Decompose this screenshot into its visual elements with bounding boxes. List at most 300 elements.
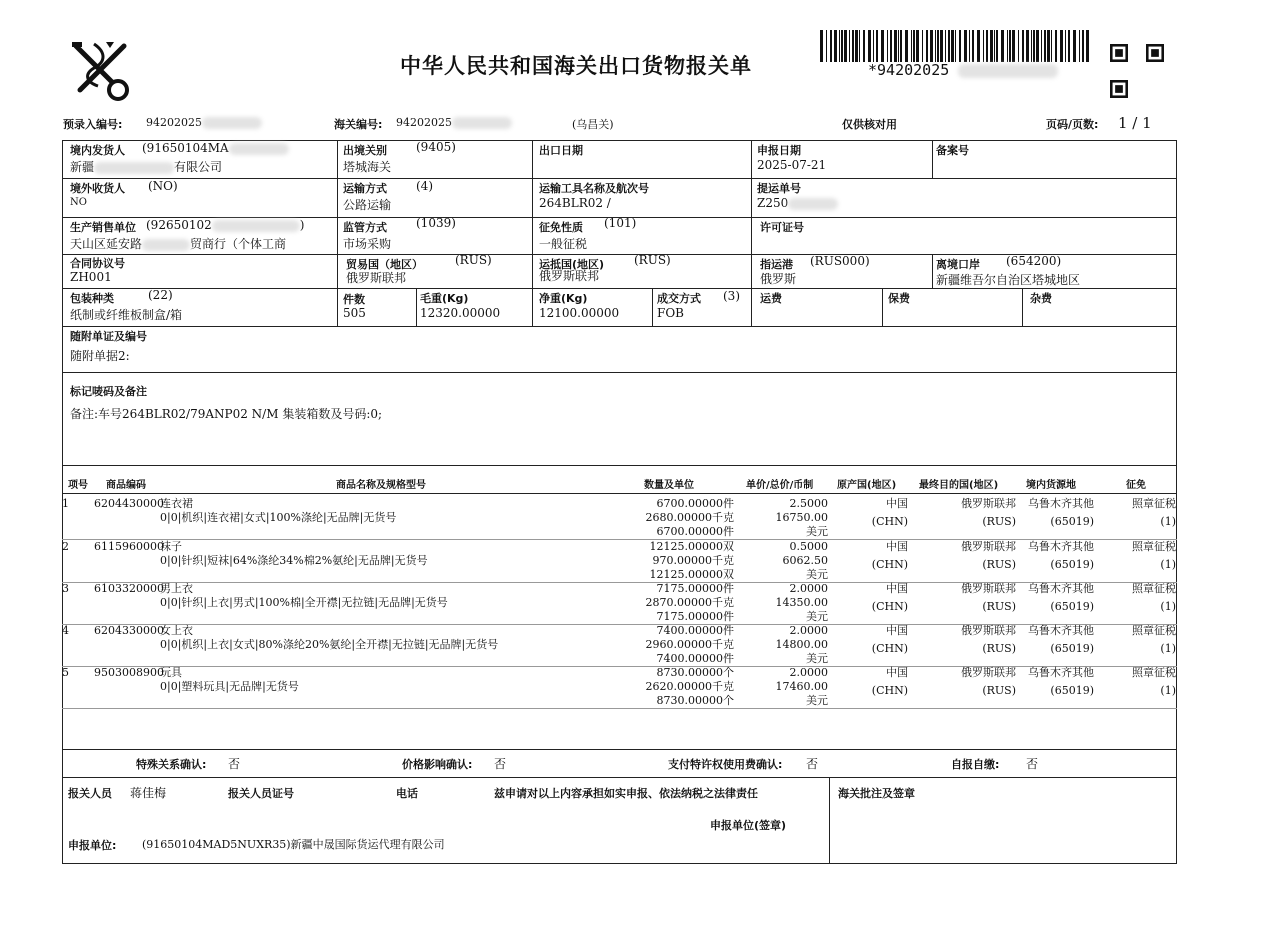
table-row: [62, 540, 1177, 582]
qr-finder: [1151, 49, 1159, 57]
item-no: 3: [62, 582, 69, 595]
item-name: 连衣裙: [160, 497, 193, 510]
border: [62, 777, 1177, 778]
border: [62, 372, 1177, 373]
self-pay-label: 自报自缴:: [951, 758, 1000, 771]
exit-point-value: 新疆维吾尔自治区塔城地区: [936, 273, 1081, 287]
item-spec: 0|0|针织|短袜|64%涤纶34%棉2%氨纶|无品牌|无货号: [160, 554, 428, 567]
exit-port-code: (9405): [416, 140, 456, 154]
border: [62, 326, 1177, 327]
item-qty-1: 8730.00000个: [656, 666, 734, 679]
barcode-bar: [935, 30, 936, 62]
barcode-bar: [1055, 30, 1057, 62]
customs-no-value: [396, 116, 512, 129]
special-relation-label: 特殊关系确认:: [136, 758, 207, 771]
misc-label: 杂费: [1030, 292, 1052, 305]
item-code: 6115960000: [94, 540, 164, 553]
tax-nature-label: 征免性质: [539, 221, 583, 234]
item-total-price: 14350.00: [775, 596, 828, 609]
item-qty-3: 6700.00000件: [656, 525, 734, 538]
barcode-number-text: *94202025: [868, 61, 950, 79]
exit-point-label: 离境口岸: [936, 258, 980, 271]
contract-value: ZH001: [70, 270, 112, 284]
license-label: 许可证号: [760, 221, 804, 234]
barcode-bar: [1047, 30, 1050, 62]
barcode-bar: [849, 30, 850, 62]
declarant-cert-label: 报关人员证号: [228, 787, 294, 800]
table-row: [62, 497, 1177, 539]
dest-port-code: (RUS000): [810, 254, 870, 268]
barcode-bar: [990, 30, 993, 62]
barcode-bar: [820, 30, 823, 62]
barcode-bar: [1051, 30, 1052, 62]
item-origin: 中国: [886, 582, 908, 595]
transport-mode-label: 运输方式: [343, 182, 387, 195]
border: [1022, 288, 1023, 326]
col-header-dest: 最终目的国(地区): [919, 480, 999, 491]
border: [62, 465, 1177, 466]
item-dest-code: (RUS): [982, 600, 1016, 613]
border: [62, 288, 1177, 289]
customs-approval-label: 海关批注及签章: [838, 787, 915, 800]
domestic-shipper-code: [142, 141, 289, 155]
qr-finder: [1115, 49, 1123, 57]
supervision-code: (1039): [416, 216, 456, 230]
border: [882, 288, 883, 326]
item-total-price: 17460.00: [775, 680, 828, 693]
barcode-bar: [916, 30, 919, 62]
item-unit-price: 2.0000: [789, 666, 828, 679]
item-spec: 0|0|塑料玩具|无品牌|无货号: [160, 680, 299, 693]
barcode-bar: [855, 30, 858, 62]
item-no: 2: [62, 540, 69, 553]
net-label: 净重(Kg): [539, 292, 588, 305]
bill-no-value: [757, 196, 838, 210]
barcode-bar: [1009, 30, 1011, 62]
royalty-value: 否: [806, 757, 819, 771]
item-qty-1: 7400.00000件: [656, 624, 734, 637]
border: [62, 493, 1177, 494]
pre-entry-label: 预录入编号:: [63, 118, 123, 131]
supervision-label: 监管方式: [343, 221, 387, 234]
dest-port-label: 指运港: [760, 258, 793, 271]
item-exempt-code: (1): [1160, 642, 1176, 655]
declaring-unit-value: (91650104MAD5NUXR35)新疆中晟国际货运代理有限公司: [142, 838, 445, 851]
qr-finder: [1115, 85, 1123, 93]
border: [62, 863, 1177, 864]
export-date-label: 出口日期: [539, 144, 583, 157]
deal-code: (3): [723, 289, 740, 303]
item-source-code: (65019): [1050, 642, 1094, 655]
redaction: [452, 117, 512, 129]
barcode-bar: [959, 30, 961, 62]
barcode-bar: [913, 30, 915, 62]
item-dest: 俄罗斯联邦: [961, 666, 1016, 679]
item-name: 玩具: [160, 666, 182, 679]
barcode-bar: [1018, 30, 1019, 62]
item-qty-2: 2960.00000千克: [645, 638, 734, 651]
item-source-code: (65019): [1050, 558, 1094, 571]
pre-entry-value: [146, 116, 262, 129]
col-header-source: 境内货源地: [1026, 480, 1076, 491]
exit-port-value: 塔城海关: [343, 160, 392, 174]
item-qty-1: 12125.00000双: [649, 540, 734, 553]
barcode-bar: [826, 30, 827, 62]
overseas-consignee-label: 境外收货人: [70, 182, 125, 195]
table-row: [62, 582, 1177, 624]
barcode-bar: [969, 30, 970, 62]
barcode-bar: [983, 30, 984, 62]
border: [932, 140, 933, 178]
package-code: (22): [148, 288, 173, 302]
item-source: 乌鲁木齐其他: [1028, 624, 1094, 637]
price-effect-value: 否: [494, 757, 507, 771]
item-spec: 0|0|机织|连衣裙|女式|100%涤纶|无品牌|无货号: [160, 511, 397, 524]
barcode-bar: [873, 30, 874, 62]
barcode-bar: [972, 30, 974, 62]
page-title: 中华人民共和国海关出口货物报关单: [400, 54, 752, 78]
barcode-bar: [844, 30, 847, 62]
item-spec: 0|0|针织|上衣|男式|100%棉|全开襟|无拉链|无品牌|无货号: [160, 596, 448, 609]
barcode-bar: [1007, 30, 1008, 62]
barcode-bar: [852, 30, 854, 62]
royalty-label: 支付特许权使用费确认:: [668, 758, 783, 771]
col-header-name: 商品名称及规格型号: [336, 480, 426, 491]
special-relation-value: 否: [228, 757, 241, 771]
trade-country-label: 贸易国（地区）: [346, 258, 423, 271]
producer-code-a: (92650102: [146, 218, 212, 232]
freight-label: 运费: [760, 292, 782, 305]
item-qty-3: 8730.00000个: [656, 694, 734, 707]
item-dest: 俄罗斯联邦: [961, 582, 1016, 595]
pieces-label: 件数: [343, 293, 365, 306]
producer-value-b: 贸商行（个体工商: [190, 237, 287, 251]
item-exempt-code: (1): [1160, 684, 1176, 697]
conveyance-label: 运输工具名称及航次号: [539, 182, 649, 195]
gross-value: 12320.00000: [420, 306, 501, 320]
customs-no-text: 94202025: [396, 116, 452, 129]
conveyance-value: 264BLR02 /: [539, 196, 611, 210]
item-exempt-code: (1): [1160, 558, 1176, 571]
barcode-bar: [926, 30, 928, 62]
barcode-bar: [1073, 30, 1076, 62]
item-qty-2: 970.00000千克: [652, 554, 734, 567]
item-qty-2: 2620.00000千克: [645, 680, 734, 693]
dest-country-label: 运抵国(地区): [539, 258, 605, 271]
barcode-bar: [1082, 30, 1084, 62]
declarant-value: 蒋佳梅: [130, 786, 167, 800]
check-only-label: 仅供核对用: [842, 118, 897, 131]
col-header-no: 项号: [68, 480, 88, 491]
pieces-value: 505: [343, 306, 366, 320]
item-unit-price: 2.0000: [789, 624, 828, 637]
border: [932, 254, 933, 288]
producer-code-b: ): [299, 218, 305, 232]
barcode-bar: [876, 30, 878, 62]
overseas-consignee-value: NO: [70, 197, 87, 208]
tax-nature-code: (101): [604, 216, 637, 230]
item-qty-1: 6700.00000件: [656, 497, 734, 510]
transport-mode-code: (4): [416, 179, 433, 193]
trade-country-code: (RUS): [455, 253, 492, 267]
barcode-bar: [890, 30, 892, 62]
col-header-exempt: 征免: [1126, 480, 1146, 491]
barcode-bar: [839, 30, 840, 62]
self-pay-value: 否: [1026, 757, 1039, 771]
item-currency: 美元: [806, 652, 828, 665]
item-dest-code: (RUS): [982, 558, 1016, 571]
producer-value-a: 天山区延安路: [70, 237, 143, 251]
deal-value: FOB: [657, 306, 684, 320]
trade-country-value: 俄罗斯联邦: [346, 271, 407, 285]
item-dest: 俄罗斯联邦: [961, 624, 1016, 637]
barcode-bar: [1033, 30, 1035, 62]
page-label: 页码/页数:: [1046, 118, 1099, 131]
item-currency: 美元: [806, 568, 828, 581]
barcode-bar: [905, 30, 908, 62]
item-no: 4: [62, 624, 69, 637]
item-exempt-code: (1): [1160, 600, 1176, 613]
barcode-bar: [1022, 30, 1024, 62]
dest-country-value: 俄罗斯联邦: [539, 269, 600, 283]
item-source: 乌鲁木齐其他: [1028, 666, 1094, 679]
row-divider: [62, 708, 1177, 709]
domestic-shipper-name-b: 有限公司: [174, 160, 223, 174]
barcode-bar: [977, 30, 980, 62]
supervision-value: 市场采购: [343, 237, 392, 251]
barcode-bar: [900, 30, 902, 62]
border: [652, 288, 653, 326]
item-spec: 0|0|机织|上衣|女式|80%涤纶20%氨纶|全开襟|无拉链|无品牌|无货号: [160, 638, 499, 651]
barcode-bar: [948, 30, 950, 62]
item-currency: 美元: [806, 694, 828, 707]
tax-nature-value: 一般征税: [539, 237, 588, 251]
barcode-bar: [964, 30, 967, 62]
col-header-origin: 原产国(地区): [837, 480, 897, 491]
barcode-bar: [986, 30, 988, 62]
item-origin-code: (CHN): [871, 515, 908, 528]
barcode-bar: [1086, 30, 1089, 62]
item-source: 乌鲁木齐其他: [1028, 497, 1094, 510]
item-code: 6204330000: [94, 624, 164, 637]
item-source-code: (65019): [1050, 600, 1094, 613]
barcode-number: [868, 61, 1058, 79]
item-origin-code: (CHN): [871, 600, 908, 613]
barcode-bar: [951, 30, 954, 62]
item-qty-3: 7175.00000件: [656, 610, 734, 623]
redaction: [788, 198, 838, 210]
item-source-code: (65019): [1050, 684, 1094, 697]
bill-no-label: 提运单号: [757, 182, 801, 195]
barcode-bar: [940, 30, 943, 62]
item-origin: 中国: [886, 497, 908, 510]
contract-label: 合同协议号: [70, 257, 125, 270]
barcode-bar: [996, 30, 998, 62]
barcode-bar: [922, 30, 923, 62]
item-total-price: 6062.50: [782, 554, 828, 567]
domestic-shipper-label: 境内发货人: [70, 144, 125, 157]
barcode-bar: [945, 30, 946, 62]
border: [62, 749, 1177, 750]
item-unit-price: 2.0000: [789, 582, 828, 595]
item-qty-1: 7175.00000件: [656, 582, 734, 595]
domestic-shipper-name: [70, 158, 222, 175]
bill-no-text: Z250: [757, 196, 789, 210]
barcode-bar: [1031, 30, 1032, 62]
barcode-bar: [859, 30, 860, 62]
customs-emblem-icon: [66, 38, 134, 102]
price-effect-label: 价格影响确认:: [402, 758, 473, 771]
item-qty-2: 2680.00000千克: [645, 511, 734, 524]
declaring-unit-label: 申报单位:: [68, 839, 117, 852]
exit-port-label: 出境关别: [343, 144, 387, 157]
transport-mode-value: 公路运输: [343, 198, 392, 212]
col-header-qty: 数量及单位: [644, 480, 694, 491]
gross-label: 毛重(Kg): [420, 292, 469, 305]
item-total-price: 16750.00: [775, 511, 828, 524]
border: [416, 288, 417, 326]
table-row: [62, 624, 1177, 666]
item-exempt: 照章征税: [1132, 666, 1176, 679]
domestic-shipper-code-text: (91650104MA: [142, 141, 229, 155]
item-no: 1: [62, 497, 69, 510]
barcode-bar: [1079, 30, 1080, 62]
barcode-bar: [841, 30, 843, 62]
item-origin-code: (CHN): [871, 642, 908, 655]
redaction: [229, 143, 289, 155]
barcode-bar: [1001, 30, 1004, 62]
item-origin-code: (CHN): [871, 684, 908, 697]
pre-entry-text: 94202025: [146, 116, 202, 129]
barcode-bar: [881, 30, 884, 62]
barcode-bar: [863, 30, 865, 62]
table-row: [62, 666, 1177, 708]
item-origin: 中国: [886, 624, 908, 637]
redaction: [212, 220, 300, 232]
customs-office: (乌昌关): [572, 118, 614, 131]
item-code: 6103320000: [94, 582, 164, 595]
barcode-bar: [894, 30, 897, 62]
redaction: [958, 64, 1058, 78]
seal-label: 申报单位(签章): [710, 819, 787, 832]
item-exempt: 照章征税: [1132, 624, 1176, 637]
item-exempt-code: (1): [1160, 515, 1176, 528]
item-qty-2: 2870.00000千克: [645, 596, 734, 609]
item-unit-price: 2.5000: [789, 497, 828, 510]
package-label: 包装种类: [70, 292, 114, 305]
customs-no-label: 海关编号:: [334, 118, 383, 131]
item-unit-price: 0.5000: [789, 540, 828, 553]
item-dest-code: (RUS): [982, 515, 1016, 528]
barcode: [820, 30, 1090, 62]
item-no: 5: [62, 666, 69, 679]
producer-value: [70, 235, 286, 252]
producer-code: [146, 218, 304, 232]
border: [751, 140, 752, 326]
barcode-bar: [834, 30, 837, 62]
item-dest: 俄罗斯联邦: [961, 497, 1016, 510]
item-dest: 俄罗斯联邦: [961, 540, 1016, 553]
barcode-bar: [1036, 30, 1039, 62]
docs-label: 随附单证及编号: [70, 330, 147, 343]
marks-label: 标记唛码及备注: [70, 385, 147, 398]
item-code: 9503008900: [94, 666, 164, 679]
item-qty-3: 12125.00000双: [649, 568, 734, 581]
item-source: 乌鲁木齐其他: [1028, 540, 1094, 553]
item-name: 女上衣: [160, 624, 193, 637]
dest-port-value: 俄罗斯: [760, 272, 797, 286]
declare-date-label: 申报日期: [757, 144, 801, 157]
item-dest-code: (RUS): [982, 684, 1016, 697]
barcode-bar: [1026, 30, 1029, 62]
redaction: [94, 162, 174, 174]
barcode-bar: [887, 30, 888, 62]
item-origin-code: (CHN): [871, 558, 908, 571]
barcode-bar: [830, 30, 832, 62]
item-currency: 美元: [806, 525, 828, 538]
barcode-bar: [1060, 30, 1063, 62]
item-exempt: 照章征税: [1132, 582, 1176, 595]
barcode-bar: [1068, 30, 1070, 62]
page-value: 1 / 1: [1118, 114, 1152, 132]
redaction: [202, 117, 262, 129]
col-header-code: 商品编码: [106, 480, 146, 491]
barcode-bar: [1044, 30, 1046, 62]
dest-country-code: (RUS): [634, 253, 671, 267]
item-code: 6204430000: [94, 497, 164, 510]
item-exempt: 照章征税: [1132, 540, 1176, 553]
declare-date-value: 2025-07-21: [757, 158, 827, 172]
barcode-bar: [911, 30, 912, 62]
item-source: 乌鲁木齐其他: [1028, 582, 1094, 595]
col-header-price: 单价/总价/币制: [746, 480, 814, 491]
qr-code-icon: [1110, 44, 1164, 98]
net-value: 12100.00000: [539, 306, 620, 320]
overseas-consignee-code: (NO): [148, 179, 178, 193]
package-value: 纸制或纤维板制盒/箱: [70, 308, 183, 322]
insurance-label: 保费: [888, 292, 910, 305]
item-source-code: (65019): [1050, 515, 1094, 528]
domestic-shipper-name-a: 新疆: [70, 160, 95, 174]
item-origin: 中国: [886, 540, 908, 553]
item-dest-code: (RUS): [982, 642, 1016, 655]
border: [829, 777, 830, 863]
item-currency: 美元: [806, 610, 828, 623]
docs-value: 随附单据2:: [70, 349, 130, 363]
record-no-label: 备案号: [936, 144, 969, 157]
declarant-label: 报关人员: [68, 787, 112, 800]
barcode-bar: [868, 30, 871, 62]
item-name: 男上衣: [160, 582, 193, 595]
item-origin: 中国: [886, 666, 908, 679]
marks-value: 备注:车号264BLR02/79ANP02 N/M 集装箱数及号码:0;: [70, 407, 383, 421]
barcode-bar: [1041, 30, 1042, 62]
barcode-bar: [937, 30, 939, 62]
exit-point-code: (654200): [1006, 254, 1062, 268]
item-total-price: 14800.00: [775, 638, 828, 651]
item-qty-3: 7400.00000件: [656, 652, 734, 665]
border: [62, 178, 1177, 179]
border: [337, 140, 338, 326]
deal-label: 成交方式: [657, 292, 701, 305]
item-exempt: 照章征税: [1132, 497, 1176, 510]
producer-label: 生产销售单位: [70, 221, 136, 234]
redaction: [142, 239, 190, 251]
phone-label: 电话: [396, 787, 418, 800]
item-name: 袜子: [160, 540, 182, 553]
declaration-statement: 兹申请对以上内容承担如实申报、依法纳税之法律责任: [494, 787, 758, 800]
barcode-bar: [955, 30, 956, 62]
